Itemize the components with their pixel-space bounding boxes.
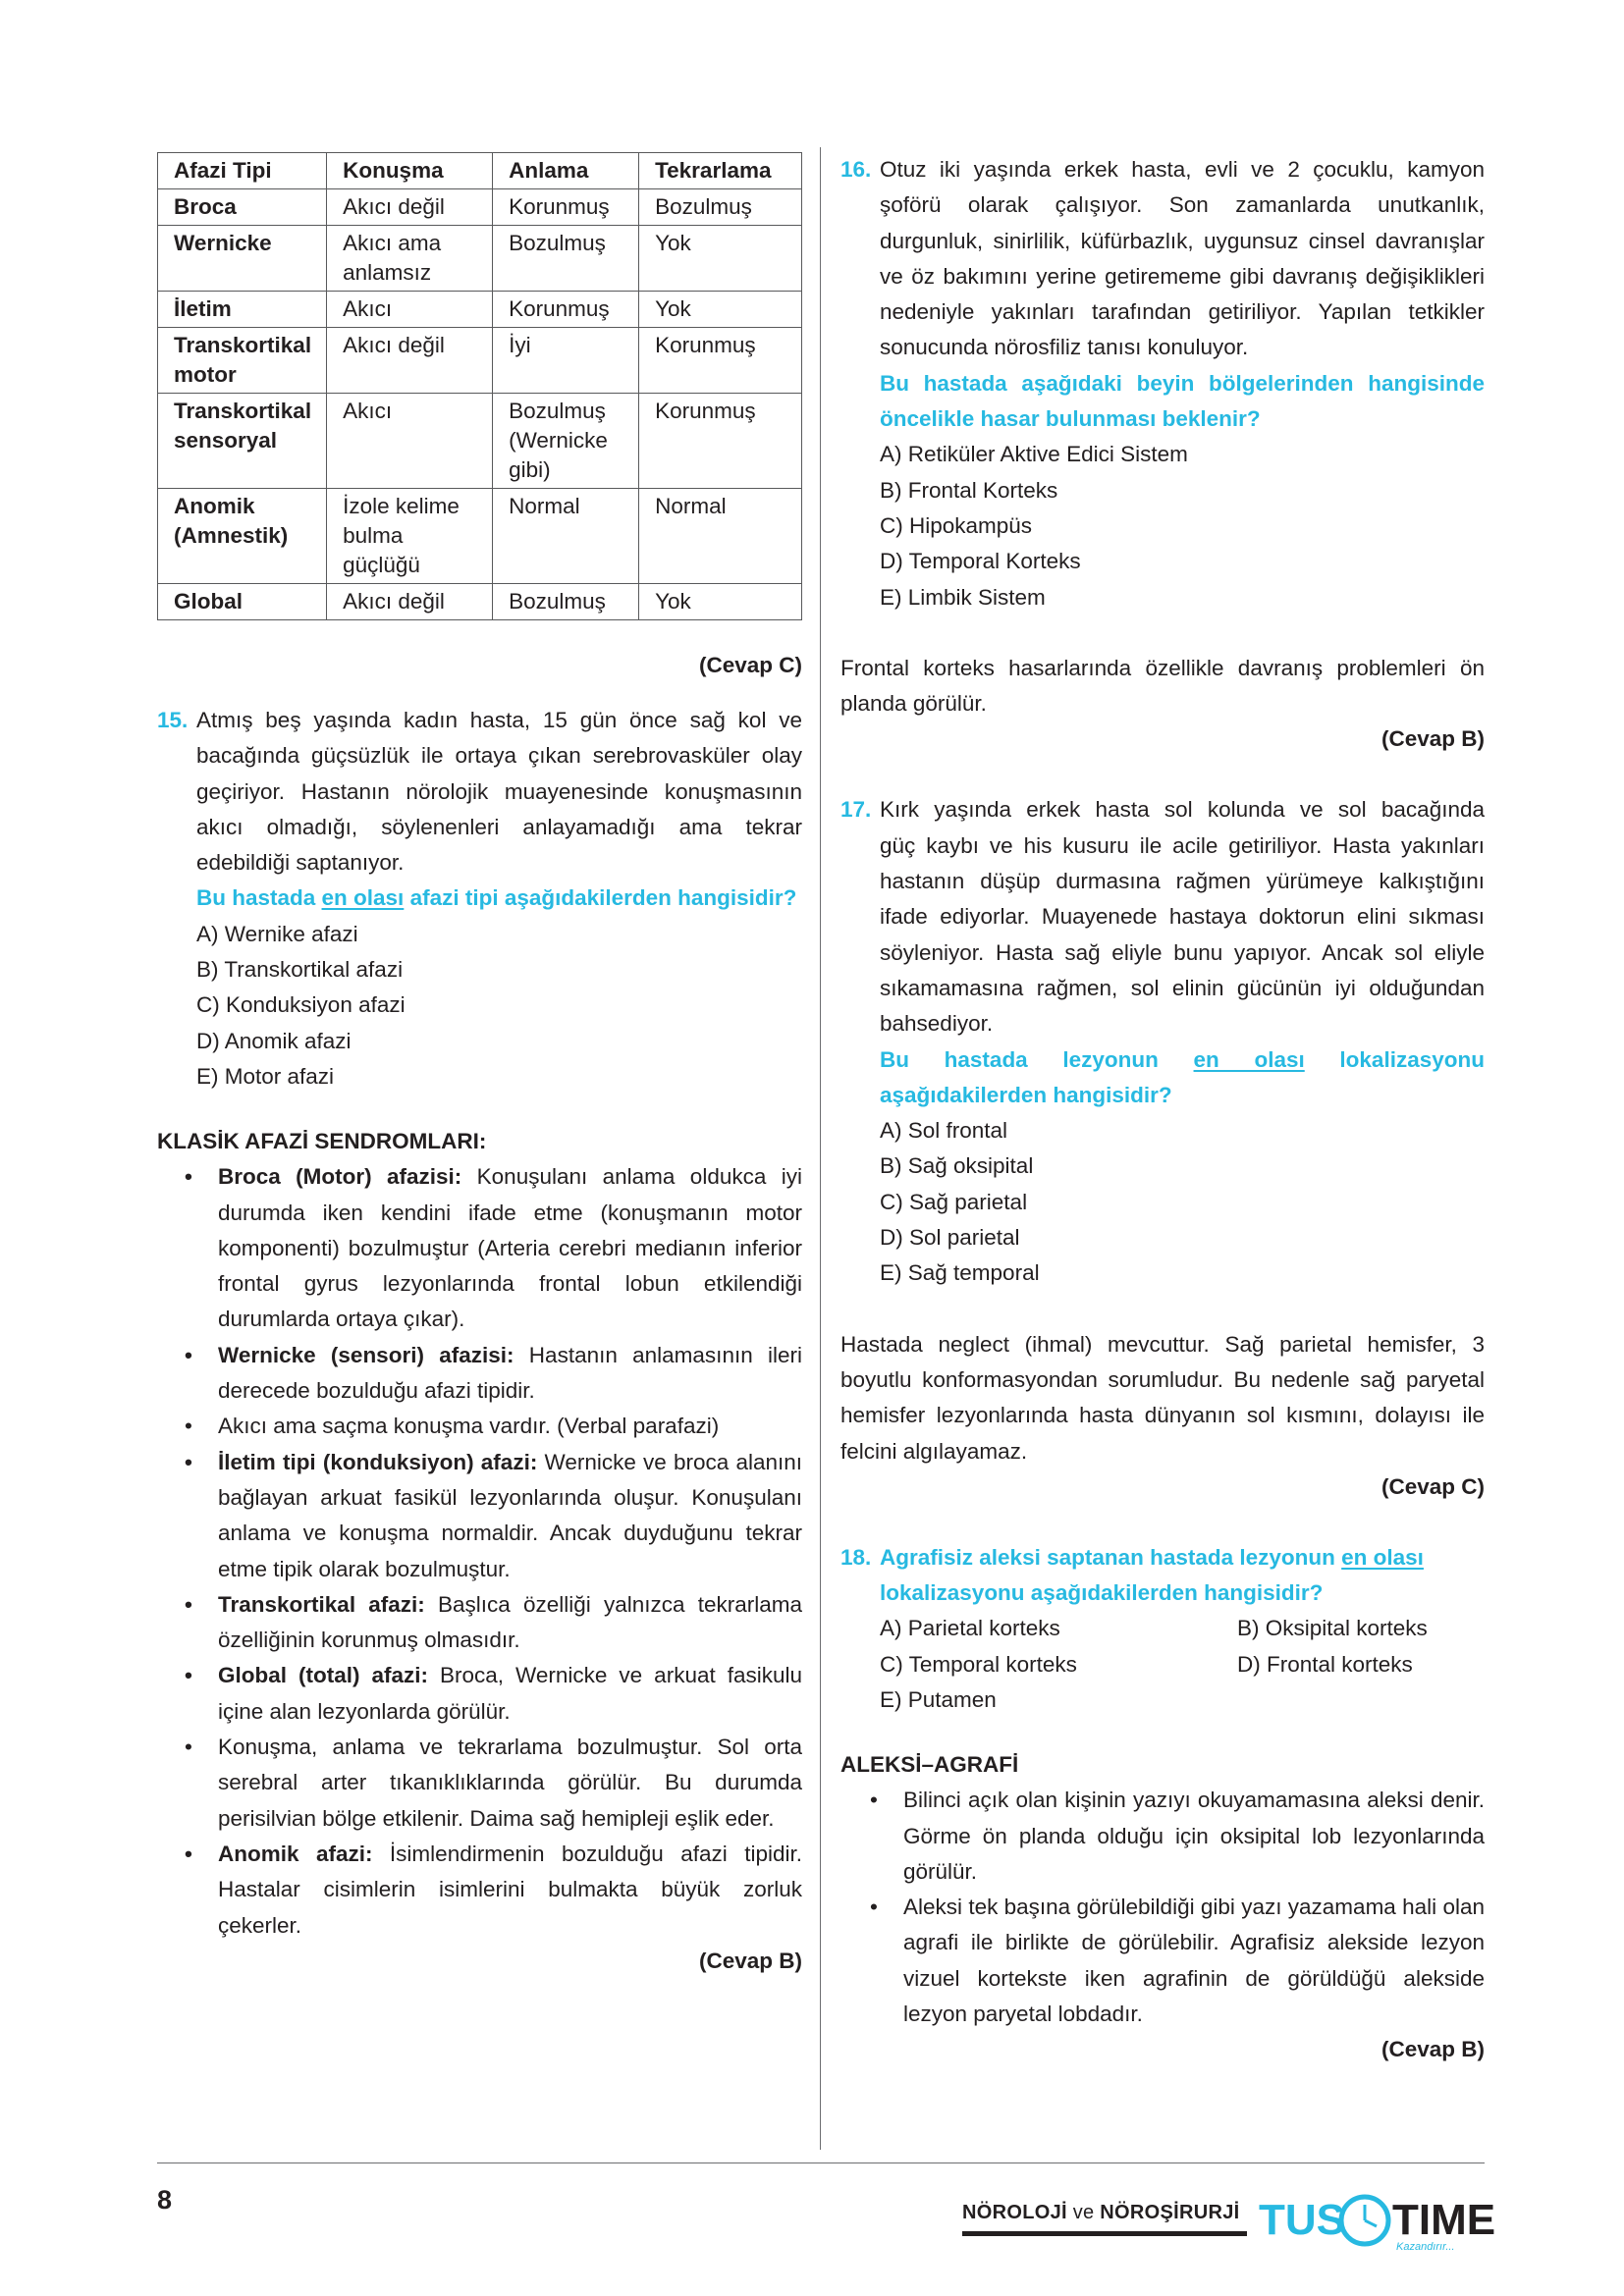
table-cell: Bozulmuş: [639, 189, 802, 226]
table-row: [158, 328, 802, 394]
table-row: [158, 189, 802, 226]
option-a[interactable]: A) Parietal korteks: [880, 1616, 1060, 1641]
table-cell: Korunmuş: [493, 292, 639, 328]
table-cell: Akıcı değil: [327, 189, 493, 226]
table-cell: Bozulmuş: [493, 584, 639, 620]
table-header: Konuşma: [327, 153, 493, 189]
option-e[interactable]: E) Limbik Sistem: [880, 584, 1046, 610]
tustime-logo: [1259, 2187, 1496, 2256]
explanation-text: Hastada neglect (ihmal) mevcuttur. Sağ parietal hemisfer, 3 boyutlu konformasyondan sorumludur. Bu nedenle sağ paryetal hemisfer lezyonlarında hasta dünyanın sol kısmını, dolayısı ile felcini algılayamaz.: [840, 1331, 1485, 1464]
table-cell: Korunmuş: [493, 189, 639, 226]
svg-text:Kazandırır...: Kazandırır...: [1396, 2241, 1455, 2253]
option-a[interactable]: A) Retiküler Aktive Edici Sistem: [880, 442, 1188, 467]
option-d[interactable]: D) Temporal Korteks: [880, 549, 1081, 574]
section-heading: ALEKSİ–AGRAFİ: [840, 1752, 1019, 1778]
bullet-icon: •: [185, 1735, 192, 1760]
answer-label: (Cevap C): [698, 653, 802, 677]
question-17: [840, 792, 1485, 1113]
question-number: 15.: [157, 708, 189, 732]
bullet-icon: •: [870, 1788, 878, 1813]
table-row: [158, 292, 802, 328]
table-row: [158, 489, 802, 584]
option-c[interactable]: C) Temporal korteks: [880, 1651, 1077, 1677]
table-cell: Korunmuş: [639, 394, 802, 489]
question-prompt: Bu hastada en olası afazi tipi aşağıdakilerden hangisidir?: [196, 885, 797, 911]
bullet-icon: •: [870, 1895, 878, 1920]
option-a[interactable]: A) Wernike afazi: [196, 921, 358, 946]
table-cell: Yok: [639, 292, 802, 328]
option-d[interactable]: D) Anomik afazi: [196, 1028, 352, 1053]
table-cell: Akıcı ama anlamsız: [327, 226, 493, 292]
question-number: 16.: [840, 157, 872, 182]
table-row: [158, 226, 802, 292]
table-row: [158, 394, 802, 489]
section-heading: KLASİK AFAZİ SENDROMLARI:: [157, 1129, 487, 1154]
answer-label: (Cevap B): [1380, 2037, 1485, 2062]
table-cell: Anomik (Amnestik): [158, 489, 327, 584]
table-cell: Akıcı: [327, 292, 493, 328]
table-cell: Wernicke: [158, 226, 327, 292]
answer-label: (Cevap B): [698, 1948, 802, 1973]
table-cell: Global: [158, 584, 327, 620]
table-header: Tekrarlama: [639, 153, 802, 189]
option-b[interactable]: B) Transkortikal afazi: [196, 957, 404, 983]
question-18: [840, 1540, 1485, 1612]
option-e[interactable]: E) Motor afazi: [196, 1063, 335, 1089]
option-c[interactable]: C) Hipokampüs: [880, 512, 1033, 538]
option-e[interactable]: E) Sağ temporal: [880, 1260, 1040, 1286]
list-item: • Bilinci açık olan kişinin yazıyı okuyamamasına aleksi denir. Görme ön planda olduğu için oksipital lob lezyonlarında görülür.: [840, 1783, 1485, 1890]
table-cell: Transkortikal sensoryal: [158, 394, 327, 489]
option-c[interactable]: C) Sağ parietal: [880, 1189, 1028, 1214]
clock-icon: [1341, 2197, 1388, 2244]
left-column: [157, 152, 802, 1979]
question-text: güç kaybı ve his kusuru ile acile getiriliyor. Hasta yakınları hastanın düşüp durmasına rağmen yürümeye kalkıştığını ifade ediyorlar. Muayenede hastaya doktorun elini sıkması söyleniyor. Hasta sağ eliyle bunu yapıyor. Ancak sol eliyle sıkamamasına rağmen, sol elinin gücünün iyi olduğundan bahsediyor.: [880, 832, 1485, 1037]
question-text: şoförü olarak çalışıyor. Son zamanlarda unutkanlık, durgunluk, sinirlilik, küfürbazlık, uygunsuz cinsel davranışlar ve öz bakımını yerine getirememe gibi davranış değişiklikleri nedeniyle yakınları tarafından getiriliyor. Yapılan tetkikler sonucunda nörosfiliz tanısı konuluyor.: [880, 192, 1485, 360]
option-c[interactable]: C) Konduksiyon afazi: [196, 992, 406, 1018]
option-b[interactable]: B) Sağ oksipital: [880, 1153, 1034, 1179]
table-cell: Transkortikal motor: [158, 328, 327, 394]
table-cell: Bozulmuş: [493, 226, 639, 292]
svg-text:TIME: TIME: [1392, 2196, 1496, 2244]
column-divider: [820, 147, 821, 2150]
table-cell: Akıcı değil: [327, 584, 493, 620]
table-cell: Broca: [158, 189, 327, 226]
question-text: Kırk yaşında erkek hasta sol kolunda ve sol bacağında: [880, 797, 1485, 823]
table-cell: Akıcı: [327, 394, 493, 489]
option-b[interactable]: B) Frontal Korteks: [880, 477, 1058, 503]
bullet-icon: •: [185, 1841, 192, 1866]
list-item: • Global (total) afazi: Broca, Wernicke ve arkuat fasikulu içine alan lezyonlarda görülür.: [157, 1658, 802, 1730]
subject-title: NÖROLOJİ ve NÖROŞİRURJİ: [962, 2202, 1240, 2223]
answer-label: (Cevap C): [1380, 1473, 1485, 1499]
table-cell: İzole kelime bulma güçlüğü: [327, 489, 493, 584]
page-number: 8: [157, 2185, 173, 2215]
table-row: [158, 584, 802, 620]
bullet-icon: •: [185, 1449, 192, 1474]
option-b[interactable]: B) Oksipital korteks: [1237, 1616, 1428, 1641]
table-header-row: [158, 153, 802, 189]
table-cell: İletim: [158, 292, 327, 328]
list-item: • Anomik afazi: İsimlendirmenin bozulduğu afazi tipidir. Hastalar cisimlerin isimlerini bulmakta büyük zorluk çekerler.: [157, 1837, 802, 1944]
list-item: • Transkortikal afazi: Başlıca özelliği yalnızca tekrarlama özelliğinin korunmuş olmasıdır.: [157, 1587, 802, 1659]
list-item: • Aleksi tek başına görülebildiği gibi yazı yazamama hali olan agrafi ile birlikte de görülebilir. Agrafisiz alekside lezyon vizuel kortekste iken agrafinin de görüldüğü alekside lezyon paryetal lobdadır.: [840, 1890, 1485, 2032]
table-header: Anlama: [493, 153, 639, 189]
table-cell: İyi: [493, 328, 639, 394]
list-item: • Broca (Motor) afazisi: Konuşulanı anlama oldukca iyi durumda iken kendini ifade etme (konuşmanın motor komponenti) bozulmuştur (Arteria cerebri medianın inferior frontal gyrus lezyonlarında frontal lobun etkilendiği durumlarda ortaya çıkar).: [157, 1159, 802, 1337]
options-grid: [880, 1611, 1485, 1718]
aphasia-table: [157, 152, 802, 620]
aphasia-syndromes-list: [157, 1159, 802, 1944]
bullet-icon: •: [185, 1164, 192, 1190]
table-cell: Normal: [639, 489, 802, 584]
bullet-icon: •: [185, 1414, 192, 1439]
svg-text:TUS: TUS: [1259, 2196, 1345, 2244]
table-cell: Yok: [639, 584, 802, 620]
bullet-icon: •: [185, 1342, 192, 1367]
subject-underline: [962, 2231, 1247, 2236]
table-cell: Korunmuş: [639, 328, 802, 394]
table-cell: Yok: [639, 226, 802, 292]
list-item: • Konuşma, anlama ve tekrarlama bozulmuştur. Sol orta serebral arter tıkanıklıklarında görülür. Bu durumda perisilvian bölge etkilenir. Daima sağ hemipleji eşlik eder.: [157, 1730, 802, 1837]
bullet-icon: •: [185, 1591, 192, 1617]
question-16: [840, 152, 1485, 437]
question-text: Otuz iki yaşında erkek hasta, evli ve 2 çocuklu, kamyon: [880, 157, 1485, 182]
option-e[interactable]: E) Putamen: [880, 1686, 997, 1712]
option-a[interactable]: A) Sol frontal: [880, 1118, 1008, 1144]
list-item: • Akıcı ama saçma konuşma vardır. (Verbal parafazi): [157, 1409, 802, 1444]
explanation-text: Frontal korteks hasarlarında özellikle davranış problemleri ön planda görülür.: [840, 655, 1485, 717]
list-item: • Wernicke (sensori) afazisi: Hastanın anlamasının ileri derecede bozulduğu afazi tipidir.: [157, 1338, 802, 1410]
question-number: 18.: [840, 1544, 872, 1570]
table-cell: Normal: [493, 489, 639, 584]
table-cell: Akıcı değil: [327, 328, 493, 394]
answer-label: (Cevap B): [1380, 726, 1485, 752]
option-d[interactable]: D) Frontal korteks: [1237, 1651, 1413, 1677]
right-column: [840, 152, 1485, 2067]
question-prompt: Agrafisiz aleksi saptanan hastada lezyonun en olası lokalizasyonu aşağıdakilerden hangisidir?: [880, 1544, 1424, 1606]
question-text: bacağında güçsüzlük ile ortaya çıkan serebrovasküler olay geçiriyor. Hastanın nörolojik muayenesinde konuşmasının akıcı olmadığı, söylenenleri anlayamadığı ama tekrar edebildiği saptanıyor.: [196, 743, 802, 876]
bullet-icon: •: [185, 1663, 192, 1688]
question-number: 17.: [840, 797, 872, 823]
table-header: Afazi Tipi: [158, 153, 327, 189]
option-d[interactable]: D) Sol parietal: [880, 1225, 1020, 1251]
alexia-list: [840, 1783, 1485, 2032]
question-prompt: Bu hastada aşağıdaki beyin bölgelerinden hangisinde öncelikle hasar bulunması beklenir?: [880, 370, 1485, 432]
question-text: Atmış beş yaşında kadın hasta, 15 gün önce sağ kol ve: [196, 708, 802, 732]
table-cell: Bozulmuş (Wernicke gibi): [493, 394, 639, 489]
list-item: • İletim tipi (konduksiyon) afazi: Wernicke ve broca alanını bağlayan arkuat fasikül lezyonlarında oluşur. Konuşulanı anlama ve konuşma normaldir. Ancak duyduğunu tekrar etme tipik olarak bozulmuştur.: [157, 1445, 802, 1587]
question-15: [157, 703, 802, 917]
question-prompt: Bu hastada lezyonun en olası lokalizasyonu aşağıdakilerden hangisidir?: [880, 1046, 1485, 1107]
